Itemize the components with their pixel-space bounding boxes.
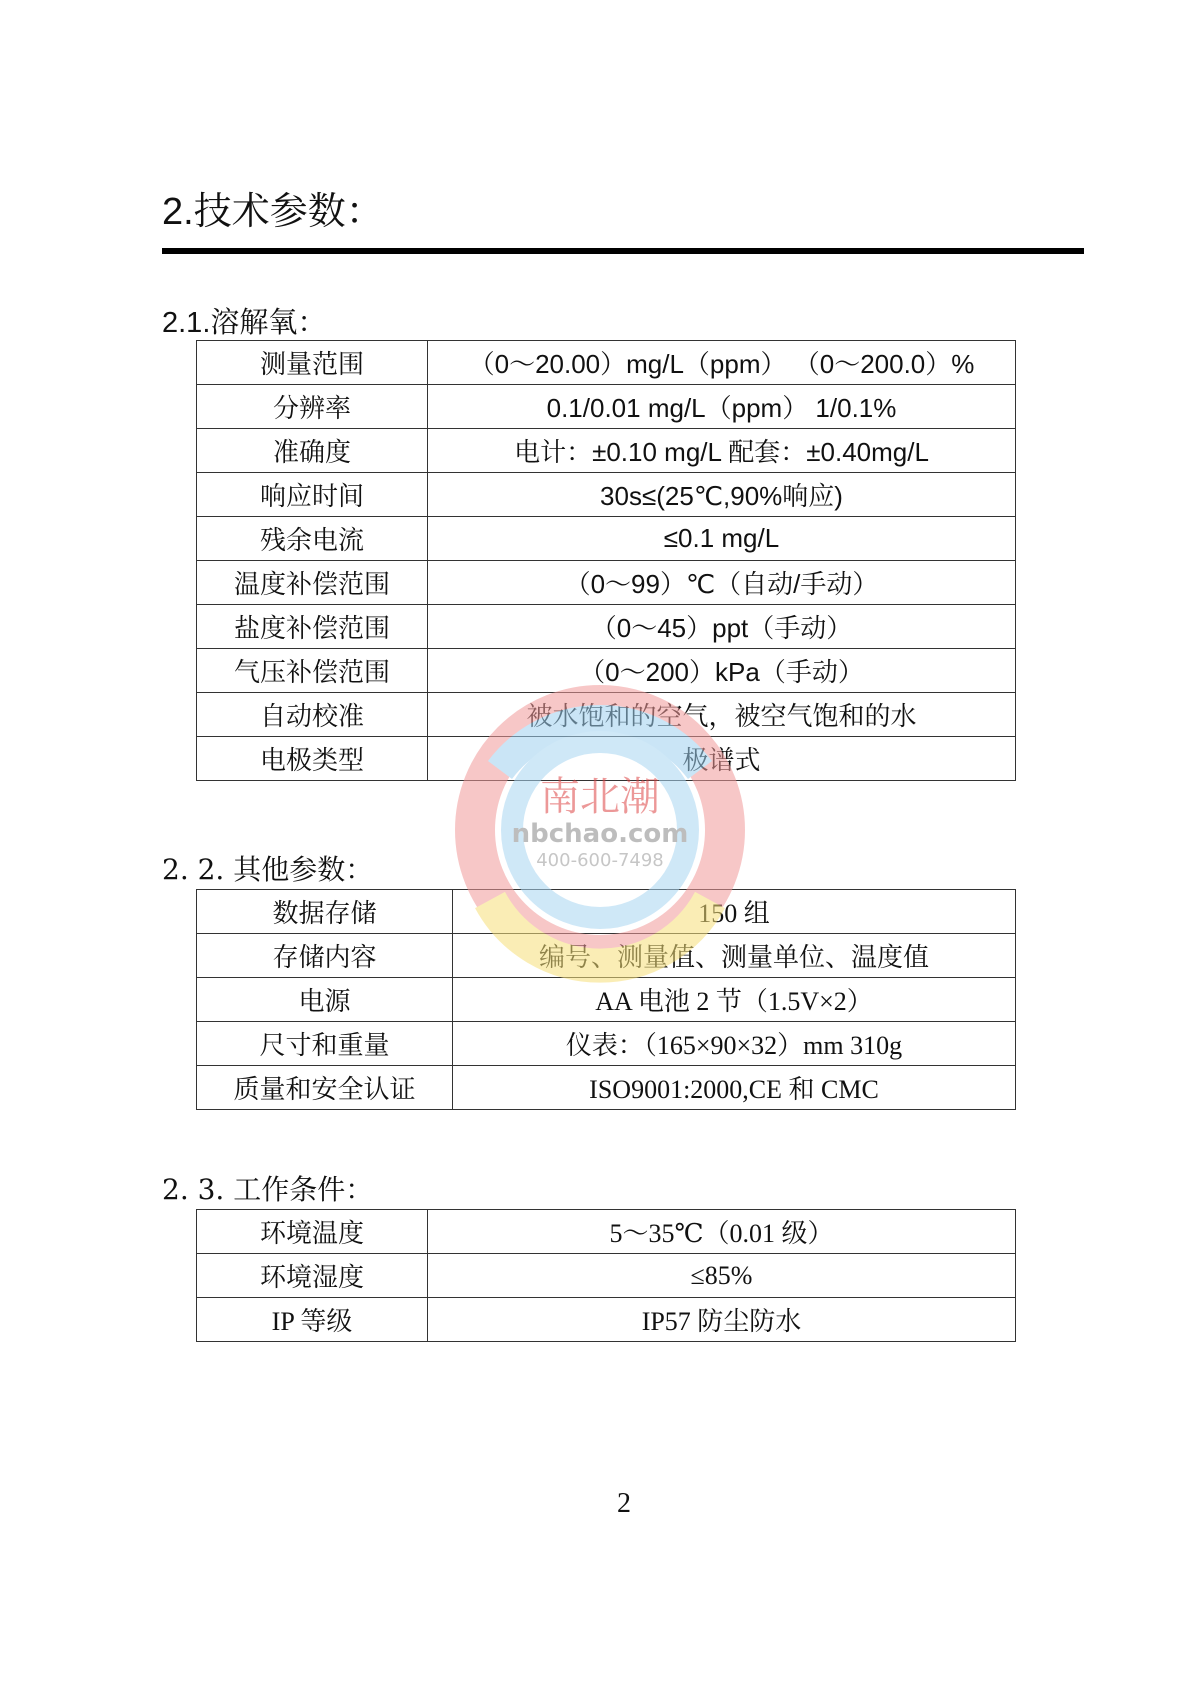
param-label: IP 等级 xyxy=(197,1298,428,1342)
param-value: 极谱式 xyxy=(428,737,1016,781)
param-value: 0.1/0.01 mg/L（ppm） 1/0.1% xyxy=(428,385,1016,429)
table-row xyxy=(197,1022,1016,1066)
table-row xyxy=(197,693,1016,737)
param-label: 准确度 xyxy=(197,429,428,473)
watermark-brand: 南北潮 xyxy=(540,774,660,820)
param-label: 气压补偿范围 xyxy=(197,649,428,693)
param-label: 质量和安全认证 xyxy=(197,1066,453,1110)
param-label: 分辨率 xyxy=(197,385,428,429)
param-value: ≤85% xyxy=(428,1254,1016,1298)
table-row xyxy=(197,978,1016,1022)
param-label: 温度补偿范围 xyxy=(197,561,428,605)
table-row xyxy=(197,737,1016,781)
table-row xyxy=(197,561,1016,605)
param-value: （0～45）ppt（手动） xyxy=(428,605,1016,649)
param-value: 被水饱和的空气，被空气饱和的水 xyxy=(428,693,1016,737)
param-value: 5～35℃（0.01 级） xyxy=(428,1210,1016,1254)
table-row xyxy=(197,934,1016,978)
section-heading-other-params: 2. 2. 其他参数： xyxy=(162,853,374,886)
param-value: 30s≤(25℃,90%响应) xyxy=(428,473,1016,517)
param-value: （0～99）℃（自动/手动） xyxy=(428,561,1016,605)
page-number: 2 xyxy=(617,1488,631,1519)
watermark-site: nbchao.com xyxy=(511,819,689,849)
param-label: 存储内容 xyxy=(197,934,453,978)
param-value: AA 电池 2 节（1.5V×2） xyxy=(453,978,1016,1022)
param-label: 盐度补偿范围 xyxy=(197,605,428,649)
table-row xyxy=(197,1066,1016,1110)
table-row xyxy=(197,1298,1016,1342)
param-value: 编号、测量值、测量单位、温度值 xyxy=(453,934,1016,978)
param-label: 响应时间 xyxy=(197,473,428,517)
dissolved-oxygen-table xyxy=(196,340,1016,781)
param-label: 数据存储 xyxy=(197,890,453,934)
table-row xyxy=(197,890,1016,934)
section-heading-working-conditions: 2. 3. 工作条件： xyxy=(162,1173,374,1206)
param-label: 残余电流 xyxy=(197,517,428,561)
param-label: 环境温度 xyxy=(197,1210,428,1254)
title-divider xyxy=(162,248,1084,254)
table-row xyxy=(197,649,1016,693)
table-row xyxy=(197,605,1016,649)
table-row xyxy=(197,517,1016,561)
param-label: 尺寸和重量 xyxy=(197,1022,453,1066)
table-row xyxy=(197,429,1016,473)
other-params-table xyxy=(196,889,1016,1110)
page-title: 2.技术参数： xyxy=(162,191,384,233)
param-label: 电极类型 xyxy=(197,737,428,781)
param-value: ISO9001:2000,CE 和 CMC xyxy=(453,1066,1016,1110)
param-label: 自动校准 xyxy=(197,693,428,737)
param-value: 仪表：（165×90×32）mm 310g xyxy=(453,1022,1016,1066)
param-value: ≤0.1 mg/L xyxy=(428,517,1016,561)
watermark-phone: 400-600-7498 xyxy=(536,850,664,871)
param-label: 环境湿度 xyxy=(197,1254,428,1298)
table-row xyxy=(197,473,1016,517)
working-conditions-table xyxy=(196,1209,1016,1342)
param-value: （0～200）kPa（手动） xyxy=(428,649,1016,693)
table-row xyxy=(197,1254,1016,1298)
section-heading-dissolved-oxygen: 2.1.溶解氧： xyxy=(162,307,327,339)
param-value: （0～20.00）mg/L（ppm） （0～200.0）% xyxy=(428,341,1016,385)
param-label: 电源 xyxy=(197,978,453,1022)
param-value: 150 组 xyxy=(453,890,1016,934)
table-row xyxy=(197,1210,1016,1254)
param-value: IP57 防尘防水 xyxy=(428,1298,1016,1342)
table-row xyxy=(197,341,1016,385)
param-label: 测量范围 xyxy=(197,341,428,385)
param-value: 电计：±0.10 mg/L 配套：±0.40mg/L xyxy=(428,429,1016,473)
table-row xyxy=(197,385,1016,429)
